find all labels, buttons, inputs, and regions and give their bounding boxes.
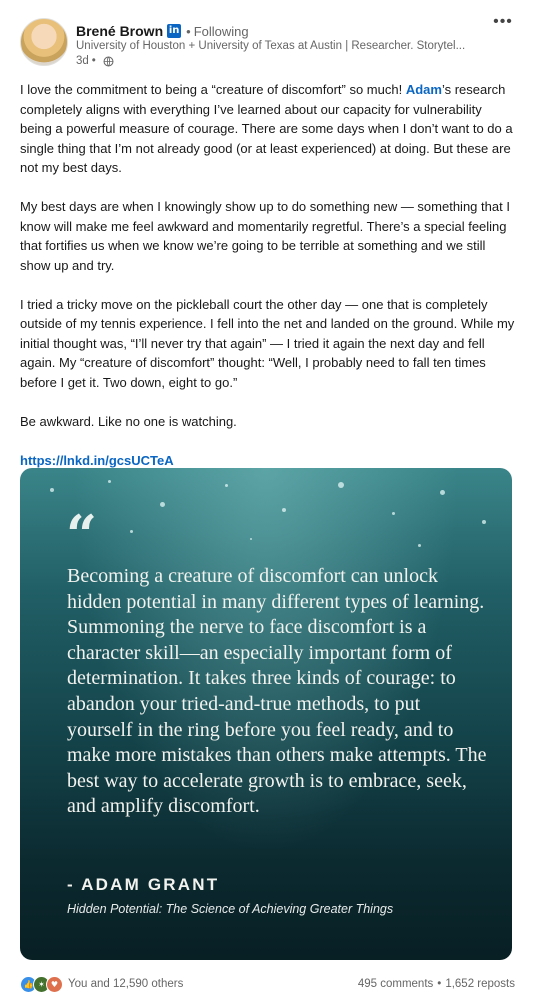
more-options-button[interactable]: ••• <box>493 13 513 30</box>
follow-separator: • <box>186 23 191 39</box>
quote-author: - ADAM GRANT <box>67 875 220 894</box>
counts-separator: • <box>437 978 442 990</box>
bubble-decoration <box>108 480 111 483</box>
post-text-span: ’s research completely aligns with everything I’ve learned about our capacity for vulnerability being a powerful measure of courage. There are some days when I don’t want to do a single thing that I’m not already good (or at least experienced) at doing. But these are not my best days. <box>20 82 513 175</box>
bubble-decoration <box>338 482 344 488</box>
post-time: 3d <box>76 55 89 67</box>
celebrate-icon: ✶ <box>33 976 50 993</box>
reactions-count: You and 12,590 others <box>68 978 184 990</box>
bubble-decoration <box>282 508 286 512</box>
bubble-decoration <box>482 520 486 524</box>
bubble-decoration <box>130 530 133 533</box>
social-counts-bar <box>20 975 515 993</box>
quote-mark-icon: “ <box>66 503 98 567</box>
following-status[interactable]: Following <box>193 23 249 39</box>
globe-icon <box>103 56 114 67</box>
author-name-row <box>76 22 249 40</box>
quote-source: Hidden Potential: The Science of Achieving Greater Things <box>67 902 394 916</box>
comments-count[interactable]: 495 comments <box>357 978 434 990</box>
mention-link[interactable]: Adam <box>405 82 442 97</box>
post-header <box>20 14 515 74</box>
bubble-decoration <box>250 538 252 540</box>
quote-text: Becoming a creature of discomfort can unlock hidden potential in many different types of learning. Summoning the nerve to face discomfort is a character skill—an especially important form of determination. It takes three kinds of courage: to abandon your tried-and-true methods, to put yourself in the ring before you feel ready, and to make more mistakes than others make attempts. The best way to accelerate growth is to embrace, seek, and amplify discomfort. <box>67 565 487 818</box>
love-icon: ♥ <box>46 976 63 993</box>
author-headline: University of Houston + University of Texas at Austin | Researcher. Storytel... <box>76 40 466 52</box>
bubble-decoration <box>160 502 165 507</box>
reactions-summary[interactable] <box>20 976 183 993</box>
author-name[interactable]: Brené Brown <box>76 23 164 39</box>
post-paragraph-3: I tried a tricky move on the pickleball court the other day — one that is completely outside of my tennis experience. I fell into the net and landed on the ground. While my initial thought was, “I’ll never try that again” — I tried it again the next day and fell again. My “creature of discomfort” thought: “Well, I probably need to fall ten times before I get it. Two down, eight to go.” <box>20 296 515 390</box>
post-paragraph-2: My best days are when I knowingly show up to do something new — something that I know will make me feel awkward and momentarily regretful. There’s a special feeling that fortifies us when we know we’re going to be terrible at something and we still show up and try. <box>20 199 510 273</box>
quote-image[interactable] <box>20 468 512 960</box>
post-meta <box>76 55 114 67</box>
engagement-counts <box>358 978 515 990</box>
avatar[interactable] <box>20 18 68 66</box>
post-paragraph-1 <box>20 80 515 178</box>
post-text-span: I love the commitment to being a “creature of discomfort” so much! <box>20 82 406 97</box>
post-paragraph-4: Be awkward. Like no one is watching. <box>20 413 237 429</box>
bubble-decoration <box>440 490 445 495</box>
bubble-decoration <box>225 484 228 487</box>
reposts-count[interactable]: 1,652 reposts <box>445 978 515 990</box>
bubble-decoration <box>50 488 54 492</box>
bubble-decoration <box>418 544 421 547</box>
post-body <box>20 80 515 470</box>
time-separator: • <box>91 55 96 67</box>
like-icon: 👍 <box>20 976 37 993</box>
post-link[interactable]: https://lnkd.in/gcsUCTeA <box>20 452 174 468</box>
bubble-decoration <box>392 512 395 515</box>
linkedin-badge-icon: in <box>168 25 180 36</box>
